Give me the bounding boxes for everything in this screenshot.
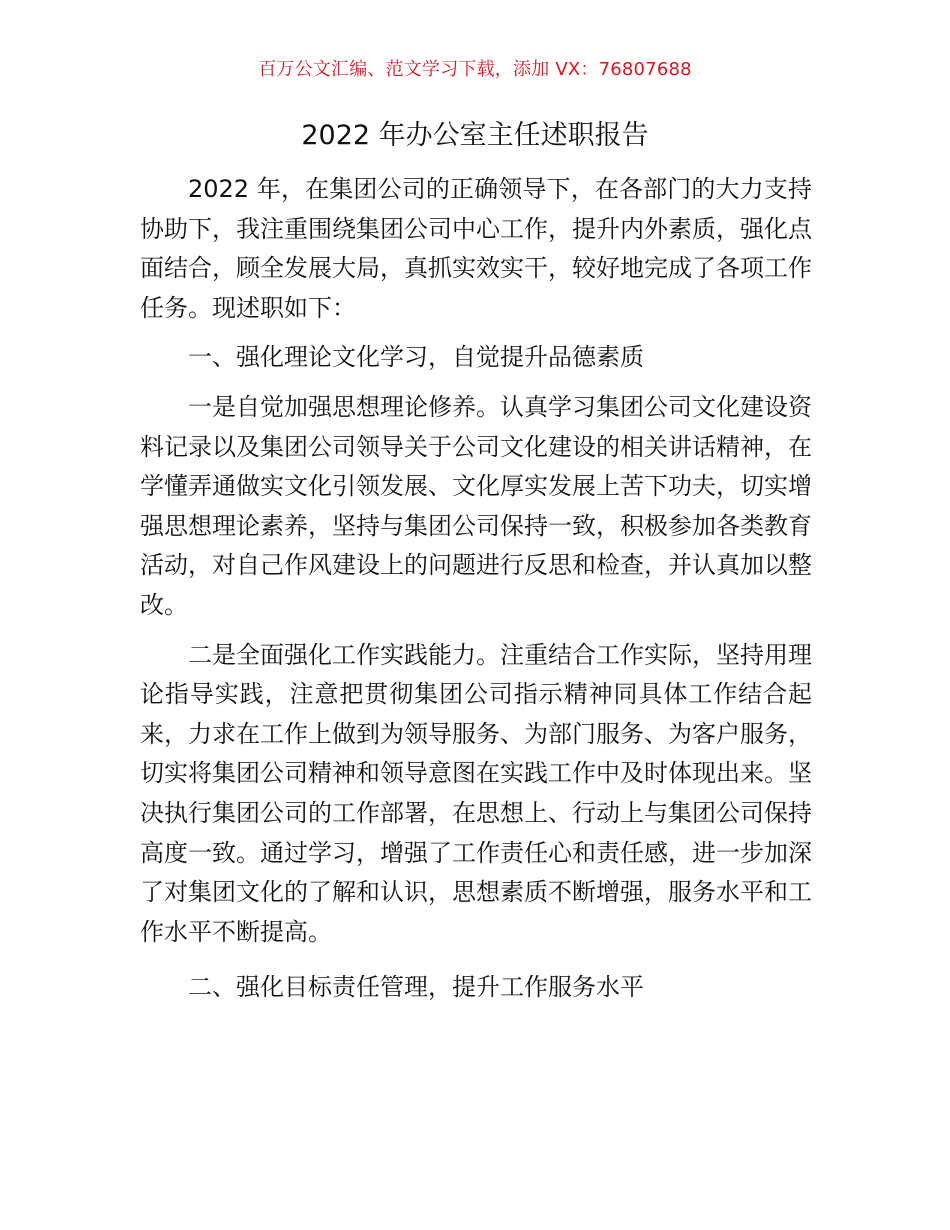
document-body (140, 170, 812, 1008)
section-2-heading: 二、强化目标责任管理，提升工作服务水平 (188, 973, 644, 1002)
page-title: 2022 年办公室主任述职报告 (301, 120, 649, 151)
section-1-paragraph-1: 一是自觉加强思想理论修养。认真学习集团公司文化建设资料记录以及集团公司领导关于公司文化建设的相关讲话精神，在学懂弄通做实文化引领发展、文化厚实发展上苦下功夫，切实增强思想理论素养，坚持与集团公司保持一致，积极参加各类教育活动，对自己作风建设上的问题进行反思和检查，并认真加以整改。 (140, 392, 812, 619)
section-1-paragraph-2: 二是全面强化工作实践能力。注重结合工作实际，坚持用理论指导实践，注意把贯彻集团公司指示精神同具体工作结合起来，力求在工作上做到为领导服务、为部门服务、为客户服务，切实将集团公司精神和领导意图在实践工作中及时体现出来。坚决执行集团公司的工作部署，在思想上、行动上与集团公司保持高度一致。通过学习，增强了工作责任心和责任感，进一步加深了对集团文化的了解和认识，思想素质不断增强，服务水平和工作水平不断提高。 (140, 640, 812, 946)
promo-banner: 百万公文汇编、范文学习下载，添加 VX：76807688 (258, 59, 692, 80)
section-1-heading: 一、强化理论文化学习，自觉提升品德素质 (188, 343, 644, 372)
intro-paragraph: 2022 年，在集团公司的正确领导下，在各部门的大力支持协助下，我注重围绕集团公司中心工作，提升内外素质，强化点面结合，顾全发展大局，真抓实效实干，较好地完成了各项工作任务。现述职如下： (140, 175, 812, 322)
